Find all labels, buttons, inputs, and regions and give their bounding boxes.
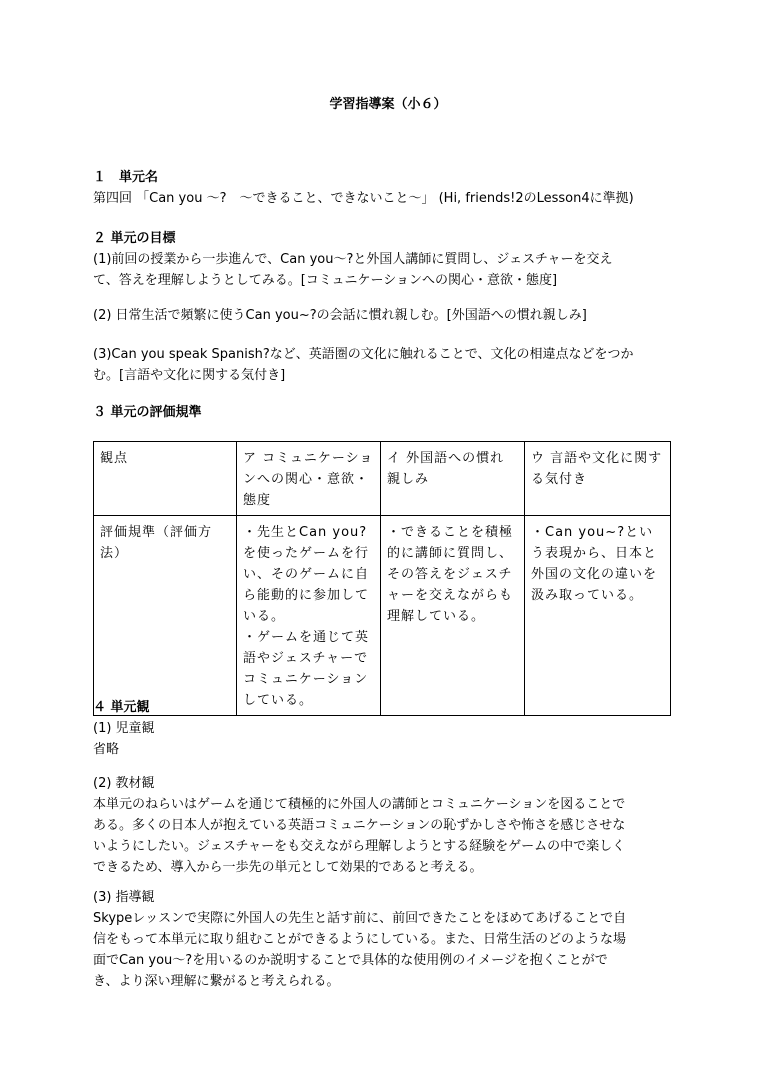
goal-3-line-1: (3)Can you speak Spanish?など、英語圏の文化に触れることで、文化の相違点などをつか (93, 347, 634, 362)
material-view-line: ある。多くの日本人が抱えている英語コミュニケーションの恥ずかしさや怖さを感じさせな (93, 818, 626, 833)
material-view-heading: (2) 教材観 (93, 776, 155, 791)
material-view-line: 本単元のねらいはゲームを通じて積極的に外国人の講師とコミュニケーションを図ることで (93, 797, 626, 812)
section-goals (93, 228, 683, 291)
goal-2 (93, 305, 683, 326)
document-title: 学習指導案（小６） (329, 97, 447, 112)
section-unit-view (93, 697, 683, 760)
goal-2-text: (2) 日常生活で頻繁に使うCan you~?の会話に慣れ親しむ。[外国語への慣れ親しみ] (93, 308, 587, 323)
unit-name-heading: １ 単元名 (93, 170, 159, 185)
teaching-view (93, 887, 683, 992)
teaching-view-line: 信をもって本単元に取り組むことができるようにしている。また、日常生活のどのような場 (93, 932, 627, 947)
goal-1-line-1: (1)前回の授業から一歩進んで、Can you〜?と外国人講師に質問し、ジェスチャーを交え (93, 252, 613, 267)
teaching-view-line: き、より深い理解に繋がると考えられる。 (93, 974, 340, 989)
table-header-row (94, 442, 671, 516)
header-viewpoint: 観点 (94, 442, 237, 516)
teaching-view-line: 面でCan you〜?を用いるのか説明することで具体的な使用例のイメージを抱くことがで (93, 953, 608, 968)
criterion-c: ・Can you~?という表現から、日本と外国の文化の違いを汲み取っている。 (525, 516, 671, 716)
goals-heading: ２ 単元の目標 (93, 231, 176, 246)
row-label: 評価規準（評価方法） (94, 516, 237, 716)
evaluation-table (93, 441, 671, 716)
material-view-line: いようにしたい。ジェスチャーをも交えながら理解しようとする経験をゲームの中で楽しく (93, 839, 626, 854)
criterion-a-line-1: ・先生とCan you?を使ったゲームを行い、そのゲームに自ら能動的に参加している。 (243, 525, 370, 624)
criterion-a (237, 516, 381, 716)
material-view (93, 773, 683, 878)
goal-1-line-2: て、答えを理解しようとしてみる。[コミュニケーションへの関心・意欲・態度] (93, 273, 558, 288)
children-view-heading: (1) 児童観 (93, 721, 155, 736)
unit-view-heading: ４ 単元観 (93, 700, 150, 715)
criterion-a-line-2: ・ゲームを通じて英語やジェスチャーでコミュニケーションしている。 (243, 630, 370, 708)
section-unit-name (93, 167, 683, 209)
material-view-line: できるため、導入から一歩先の単元として効果的であると考える。 (93, 860, 483, 875)
header-c: ウ 言語や文化に関する気付き (525, 442, 671, 516)
teaching-view-line: Skypeレッスンで実際に外国人の先生と話す前に、前回できたことをほめてあげることで自 (93, 911, 627, 926)
section-evaluation (93, 402, 683, 423)
evaluation-heading: ３ 単元の評価規準 (93, 405, 202, 420)
unit-name-text: 第四回 「Can you 〜? 〜できること、できないこと〜」 (Hi, friends!2のLesson4に準拠) (93, 191, 634, 206)
children-view-text: 省略 (93, 742, 120, 757)
header-b: イ 外国語への慣れ親しみ (381, 442, 525, 516)
goal-3-line-2: む。[言語や文化に関する気付き] (93, 368, 286, 383)
criterion-b: ・できることを積極的に講師に質問し、その答えをジェスチャーを交えながらも理解している。 (381, 516, 525, 716)
teaching-view-heading: (3) 指導観 (93, 890, 155, 905)
header-a: ア コミュニケーションへの関心・意欲・態度 (237, 442, 381, 516)
goal-3 (93, 344, 683, 386)
table-row (94, 516, 671, 716)
